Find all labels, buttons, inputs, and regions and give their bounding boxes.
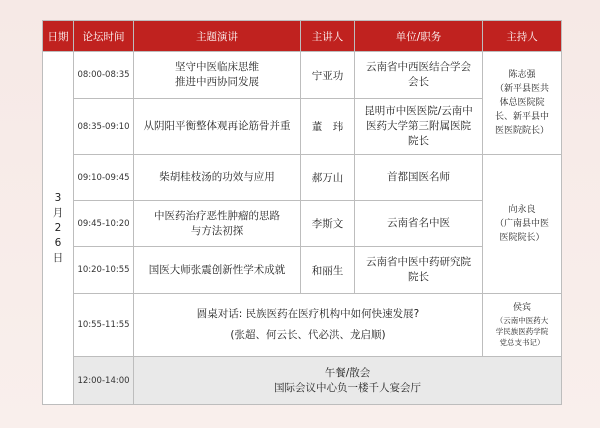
topic-cell: 从阴阳平衡整体观再论筋骨并重: [134, 99, 301, 155]
date-char: 月: [52, 206, 64, 219]
roundtable-participants: (张超、何云长、代必洪、龙启顺): [230, 329, 386, 341]
host-line: （云南中医药大: [495, 316, 549, 325]
org-cell: 云南省名中医: [355, 201, 483, 247]
host-line: 党总支书记）: [499, 338, 545, 347]
date-char: 2: [54, 221, 62, 234]
host-cell: [483, 294, 562, 357]
speaker-cell: 郝万山: [301, 155, 355, 201]
org-cell: [355, 52, 483, 99]
header-row: [43, 21, 562, 52]
topic-cell: [134, 52, 301, 99]
host-cell: [483, 52, 562, 155]
lunch-row: [43, 357, 562, 405]
schedule-table: [42, 20, 562, 405]
speaker-cell: 和丽生: [301, 247, 355, 294]
speaker-cell: 宁亚功: [301, 52, 355, 99]
time-cell: 10:55-11:55: [74, 294, 134, 357]
host-line: 长、新平县中: [494, 112, 549, 122]
host-line: 医医院院长）: [494, 126, 549, 136]
org-line: 昆明市中医医院/云南中: [364, 105, 473, 117]
date-char: 日: [52, 251, 64, 264]
time-cell: 12:00-14:00: [74, 357, 134, 405]
org-cell: [355, 247, 483, 294]
host-line: 陈志强: [508, 70, 536, 80]
date-cell: [43, 52, 74, 405]
org-line: 院长: [408, 271, 429, 283]
date-char: 6: [54, 236, 62, 249]
host-line: 学民族医药学院: [495, 327, 549, 336]
org-line: 云南省中西医结合学会: [366, 61, 471, 73]
lunch-cell: [134, 357, 562, 405]
host-line: 体总医院院: [499, 98, 545, 108]
speaker-cell: 李斯文: [301, 201, 355, 247]
org-cell: 首都国医名师: [355, 155, 483, 201]
header-speaker: 主讲人: [301, 21, 355, 52]
roundtable-cell: [134, 294, 483, 357]
topic-line: 中医药治疗恶性肿瘤的思路: [154, 209, 280, 222]
org-line: 会长: [408, 76, 429, 88]
topic-cell: 柴胡桂枝汤的功效与应用: [134, 155, 301, 201]
org-line: 云南省中医中药研究院: [366, 256, 471, 268]
lunch-title: 午餐/散会: [324, 366, 371, 379]
header-date: 日期: [43, 21, 74, 52]
host-line: （广南县中医: [494, 219, 549, 229]
host-line: （新平县医共: [494, 84, 549, 94]
table-row: [43, 52, 562, 99]
time-cell: 09:10-09:45: [74, 155, 134, 201]
host-line: 向永良: [508, 205, 536, 215]
time-cell: 09:45-10:20: [74, 201, 134, 247]
speaker-cell: 董 玮: [301, 99, 355, 155]
date-char: 3: [54, 191, 62, 204]
org-cell: [355, 99, 483, 155]
header-host: 主持人: [483, 21, 562, 52]
roundtable-title: 圆桌对话: 民族医药在医疗机构中如何快速发展?: [196, 308, 420, 320]
topic-line: 坚守中医临床思维: [175, 61, 259, 73]
roundtable-row: [43, 294, 562, 357]
table-row: [43, 155, 562, 201]
header-topic: 主题演讲: [134, 21, 301, 52]
topic-line: 推进中西协同发展: [175, 76, 259, 88]
host-line: 医院院长）: [499, 233, 545, 243]
host-cell: [483, 155, 562, 294]
header-org: 单位/职务: [355, 21, 483, 52]
lunch-location: 国际会议中心负一楼千人宴会厅: [274, 381, 421, 394]
topic-line: 与方法初探: [190, 224, 244, 237]
schedule-wrapper: [42, 20, 562, 405]
host-line: 侯宾: [512, 303, 531, 313]
org-line: 院长: [408, 135, 429, 147]
topic-cell: [134, 201, 301, 247]
time-cell: 08:35-09:10: [74, 99, 134, 155]
topic-cell: 国医大师张震创新性学术成就: [134, 247, 301, 294]
time-cell: 10:20-10:55: [74, 247, 134, 294]
org-line: 医药大学第三附属医院: [366, 120, 471, 132]
time-cell: 08:00-08:35: [74, 52, 134, 99]
header-time: 论坛时间: [74, 21, 134, 52]
